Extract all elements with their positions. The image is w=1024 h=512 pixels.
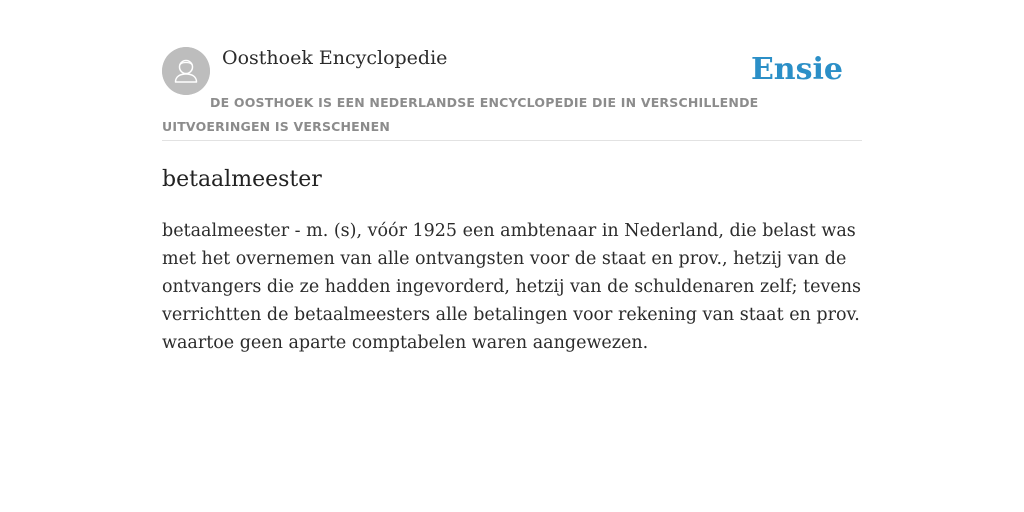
header (162, 46, 862, 141)
content-container (162, 46, 862, 357)
site-title[interactable]: Oosthoek Encyclopedie (222, 47, 448, 69)
entry-body: betaalmeester - m. (s), vóór 1925 een ambtenaar in Nederland, die belast was met het overnemen van alle ontvangsten voor de staat en prov., hetzij van de ontvangers die ze hadden ingevorderd, hetzij van de schuldenaren zelf; tevens verrichtten de betaalmeesters alle betalingen voor rekening van staat en prov. waartoe geen aparte comptabelen waren aangewezen. (162, 221, 861, 353)
brand-logo[interactable]: Ensie (750, 52, 843, 87)
site-tagline: DE OOSTHOEK IS EEN NEDERLANDSE ENCYCLOPEDIE DIE IN VERSCHILLENDE UITVOERINGEN IS VERSCHENEN (162, 95, 759, 134)
entry-title: betaalmeester (162, 167, 322, 192)
user-icon[interactable] (162, 47, 210, 95)
